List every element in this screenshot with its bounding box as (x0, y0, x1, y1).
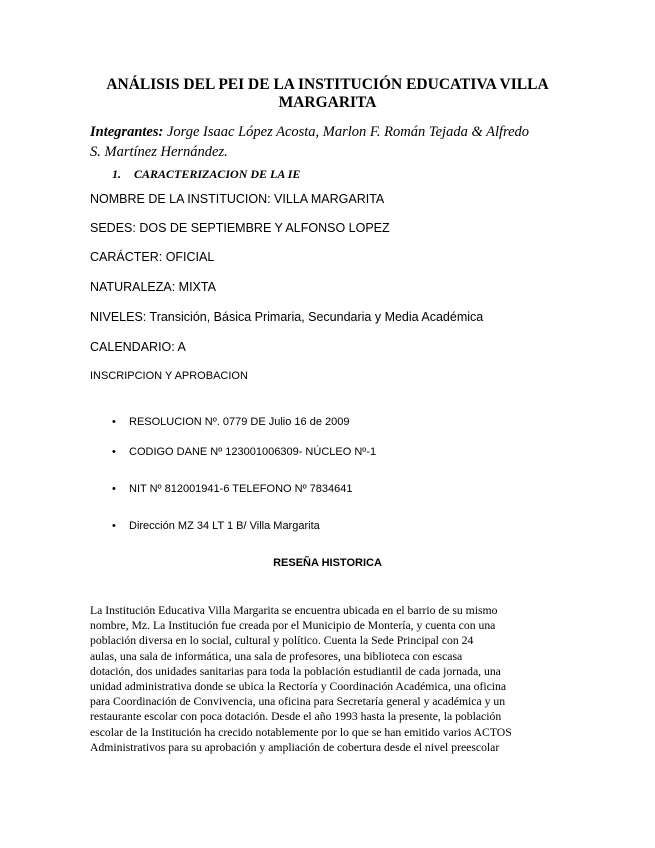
bullet-icon: • (112, 520, 116, 532)
resena-heading: RESEÑA HISTORICA (273, 557, 382, 569)
field-naturaleza: NATURALEZA: MIXTA (90, 280, 216, 294)
bullet-icon: • (112, 416, 116, 428)
bullet-text-resolucion: RESOLUCION Nº. 0779 DE Julio 16 de 2009 (129, 416, 350, 428)
field-niveles: NIVELES: Transición, Básica Primaria, Secundaria y Media Académica (90, 310, 484, 324)
authors-label: Integrantes: (90, 124, 164, 140)
paragraph-line: aulas, una sala de informática, una sala de profesores, una biblioteca con escasa (90, 649, 463, 663)
document-title (90, 76, 565, 112)
bullet-text-direccion: Dirección MZ 34 LT 1 B/ Villa Margarita (129, 520, 320, 532)
bullet-text-dane: CODIGO DANE Nº 123001006309- NÚCLEO Nº-1 (129, 446, 377, 458)
bullet-text-nit: NIT Nº 812001941-6 TELEFONO Nº 7834641 (129, 483, 353, 495)
list-item (112, 416, 349, 428)
authors-line-1: Jorge Isaac López Acosta, Marlon F. Román Tejada & Alfredo (163, 124, 530, 140)
section-heading (112, 167, 300, 182)
section-title: CARACTERIZACION DE LA IE (134, 167, 301, 181)
field-sedes: SEDES: DOS DE SEPTIEMBRE Y ALFONSO LOPEZ (90, 221, 390, 235)
title-line-2: MARGARITA (278, 94, 377, 111)
field-calendario: CALENDARIO: A (90, 340, 186, 354)
paragraph-line: dotación, dos unidades sanitarias para toda la población estudiantil de cada jornada, una (90, 664, 501, 678)
section-number: 1. (112, 167, 121, 181)
paragraph-line: población diversa en lo social, cultural y político. Cuenta la Sede Principal con 24 (90, 634, 474, 648)
resena-paragraph (90, 603, 560, 755)
bullet-icon: • (112, 483, 116, 495)
paragraph-line: Administrativos para su aprobación y ampliación de cobertura desde el nivel preescolar (90, 740, 500, 754)
title-line-1: ANÁLISIS DEL PEI DE LA INSTITUCIÓN EDUCATIVA VILLA (106, 76, 549, 93)
authors-block (90, 122, 565, 162)
bullet-icon: • (112, 446, 116, 458)
authors-line-2: S. Martínez Hernández. (90, 144, 228, 160)
inscripcion-label: INSCRIPCION Y APROBACION (90, 370, 248, 382)
list-item (112, 446, 376, 458)
list-item (112, 483, 352, 495)
list-item (112, 520, 320, 532)
paragraph-line: escolar de la Institución ha crecido notablemente por lo que se han emitido varios ACTOS (90, 725, 512, 739)
paragraph-line: para Coordinación de Convivencia, una oficina para Secretaría general y académica y un (90, 695, 506, 709)
paragraph-line: nombre, Mz. La Institución fue creada por el Municipio de Montería, y cuenta con una (90, 619, 496, 633)
field-caracter: CARÁCTER: OFICIAL (90, 250, 215, 264)
paragraph-line: La Institución Educativa Villa Margarita se encuentra ubicada en el barrio de su mismo (90, 604, 498, 617)
field-nombre: NOMBRE DE LA INSTITUCION: VILLA MARGARITA (90, 192, 385, 206)
paragraph-line: restaurante escolar con poca dotación. Desde el año 1993 hasta la presente, la población (90, 710, 502, 724)
paragraph-line: unidad administrativa donde se ubica la Rectoría y Coordinación Académica, una oficina (90, 680, 507, 694)
